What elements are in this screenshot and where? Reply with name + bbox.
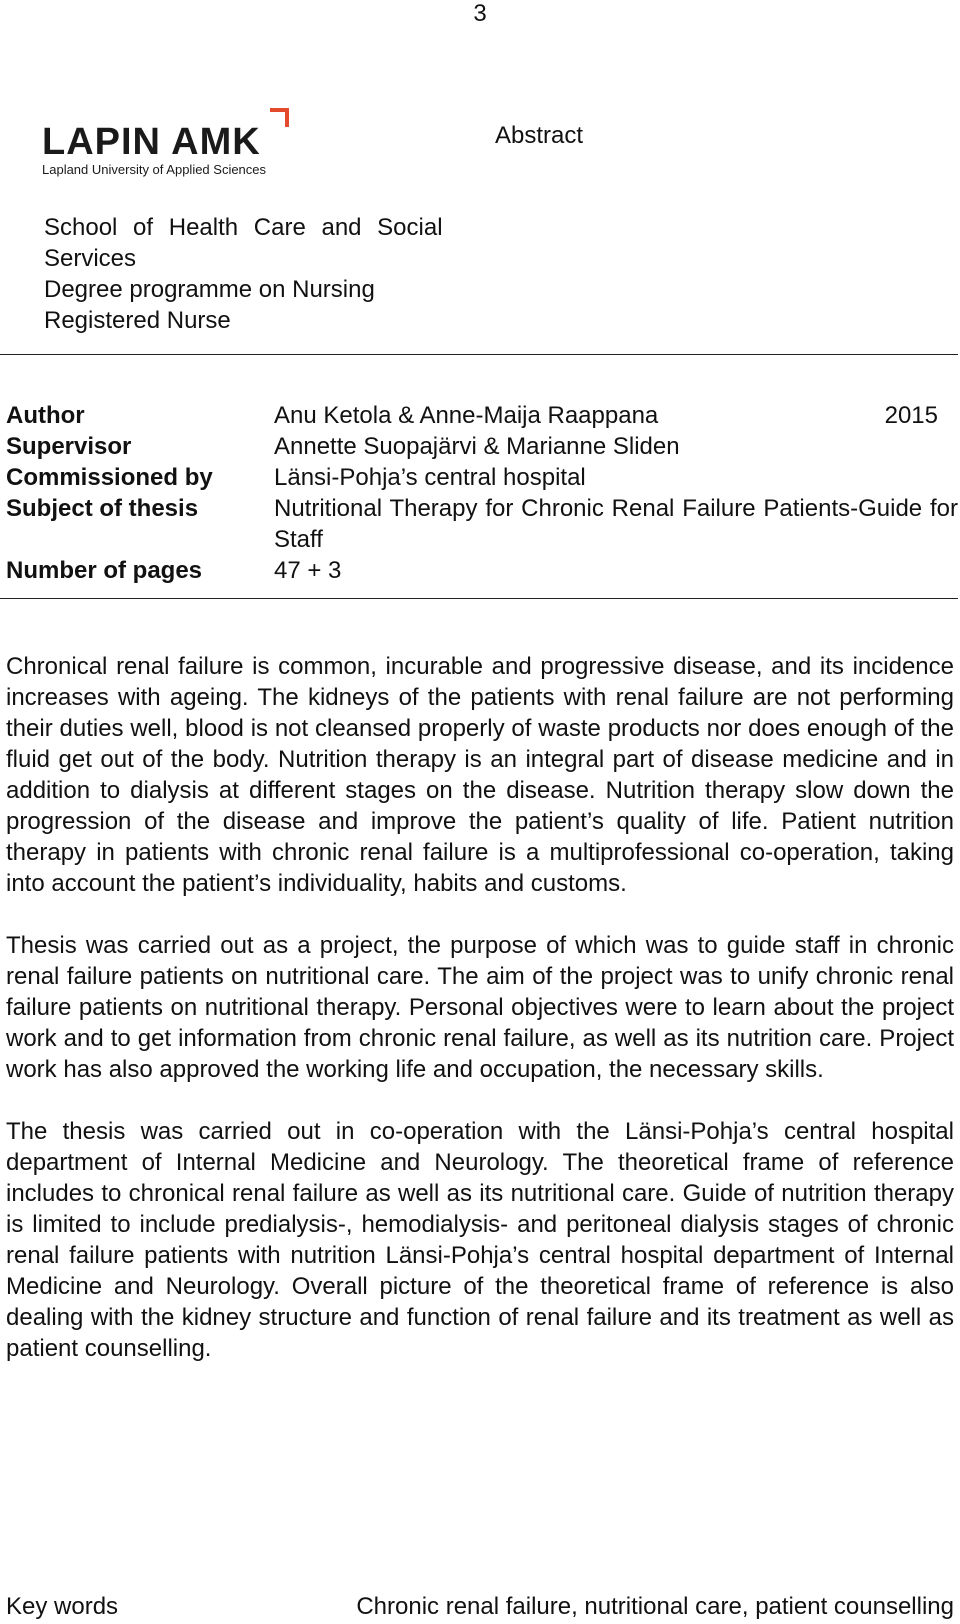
abstract-paragraph-3: The thesis was carried out in co-operation with the Länsi-Pohja’s central hospital department of Internal Medicine and Neurology. The theoretical frame of reference includes to chronical renal failure as well as its nutritional care. Guide of nutrition therapy is limited to include predialysis-, hemodialysis- and peritoneal dialysis stages of chronic renal failure patients with nutrition Länsi-Pohja’s central hospital department of Internal Medicine and Neurology. Overall picture of the theoretical frame of reference is also dealing with the kidney structure and function of renal failure and its treatment as well as patient counselling. (6, 1118, 954, 1362)
lapin-amk-logo (42, 108, 292, 180)
logo-corner-mark-icon (270, 108, 289, 127)
keywords-value: Chronic renal failure, nutritional care, patient counselling (356, 1593, 954, 1620)
school-name-line1: School of Health Care and Social (44, 214, 443, 241)
commissioned-value: Länsi-Pohja’s central hospital (274, 464, 586, 491)
school-name-line2: Services (44, 245, 137, 272)
author-row (6, 400, 958, 431)
abstract-paragraph-1: Chronical renal failure is common, incurable and progressive disease, and its incidence increases with ageing. The kidneys of the patients with renal failure are not performing their duties well, blood is not cleansed properly of waste products nor does enough of the fluid get out of the body. Nutrition therapy is an integral part of disease medicine and in addition to dialysis at different stages on the disease. Nutrition therapy slow down the progression of the disease and improve the patient’s quality of life. Patient nutrition therapy in patients with chronic renal failure is a multiprofessional co-operation, taking into account the patient’s individuality, habits and customs. (6, 653, 954, 897)
keywords-label: Key words (6, 1593, 119, 1620)
abstract-body (6, 651, 954, 1395)
logo-wordmark: LAPIN AMK (42, 121, 261, 163)
document-type-heading: Abstract (495, 122, 584, 149)
author-label: Author (6, 402, 85, 429)
subject-value: Nutritional Therapy for Chronic Renal Failure Patients-Guide for Staff (274, 495, 958, 553)
school-info (44, 212, 484, 336)
keywords-row (6, 1591, 954, 1622)
pages-label: Number of pages (6, 557, 203, 584)
metadata-divider (0, 598, 958, 599)
supervisor-label: Supervisor (6, 433, 132, 460)
pages-row (6, 555, 958, 586)
abstract-paragraph-2: Thesis was carried out as a project, the purpose of which was to guide staff in chronic renal failure patients on nutritional care. The aim of the project was to unify chronic renal failure patients on nutritional therapy. Personal objectives were to learn about the project work and to get information from chronic renal failure, as well as its nutrition care. Project work has also approved the working life and occupation, the necessary skills. (6, 932, 954, 1083)
page-number: 3 (473, 0, 487, 27)
logo-subtitle: Lapland University of Applied Sciences (42, 162, 267, 177)
degree-programme: Degree programme on Nursing (44, 276, 375, 303)
thesis-year: 2015 (884, 402, 938, 429)
supervisor-row (6, 431, 958, 462)
author-value: Anu Ketola & Anne-Maija Raappana (274, 402, 659, 429)
subject-label: Subject of thesis (6, 495, 199, 522)
commissioned-row (6, 462, 958, 493)
subject-row (6, 493, 958, 555)
thesis-metadata (6, 400, 958, 586)
header-divider (0, 354, 958, 355)
pages-value: 47 + 3 (274, 557, 342, 584)
commissioned-label: Commissioned by (6, 464, 213, 491)
supervisor-value: Annette Suopajärvi & Marianne Sliden (274, 433, 680, 460)
degree-title: Registered Nurse (44, 307, 231, 334)
